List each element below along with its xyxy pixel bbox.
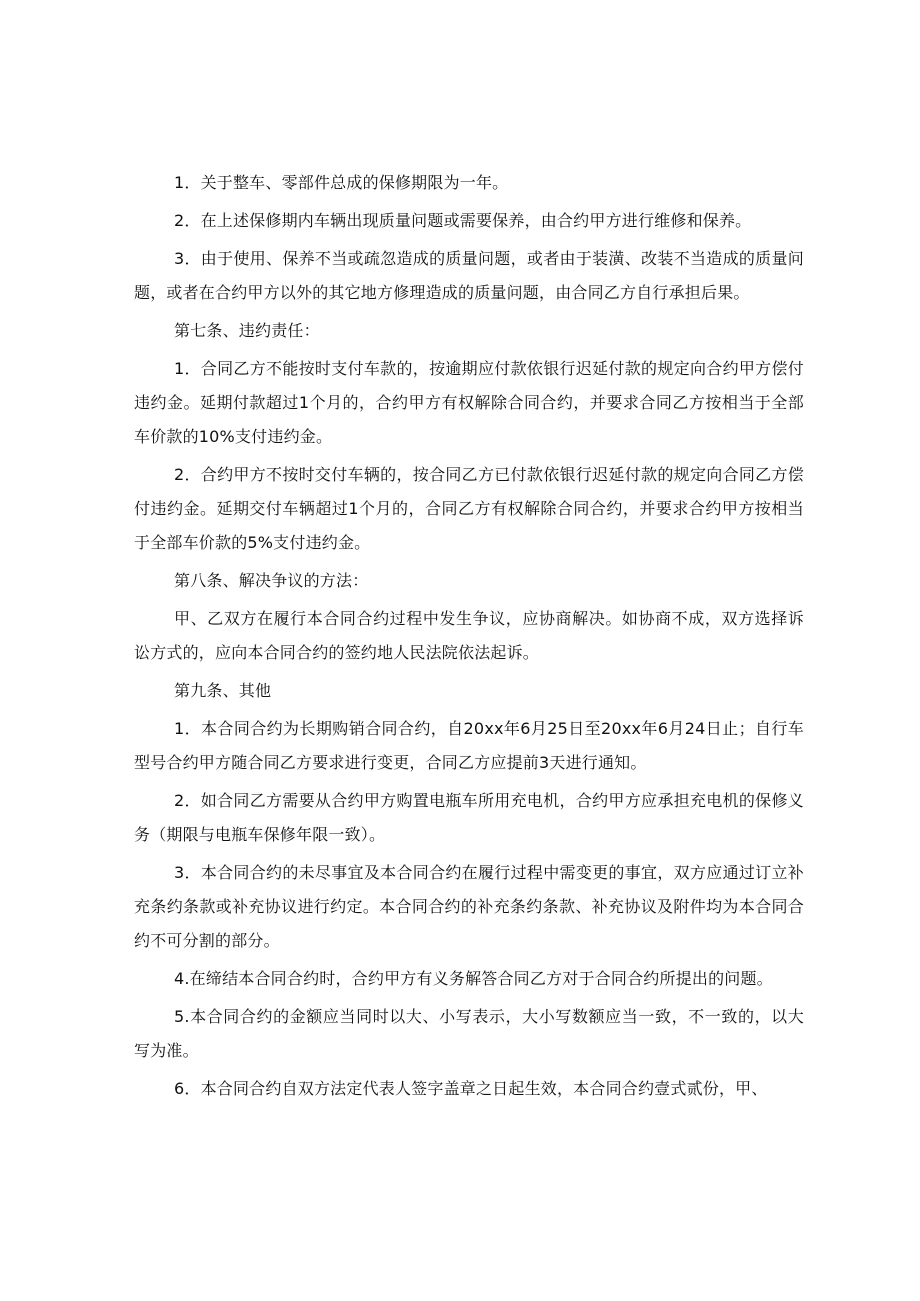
other-clause-3: 3．本合同合约的未尽事宜及本合同合约在履行过程中需变更的事宜，双方应通过订立补充条约条款或补充协议进行约定。本合同合约的补充条约条款、补充协议及附件均为本合同合约不可分割的部分。 (134, 863, 804, 950)
warranty-clause-3: 3．由于使用、保养不当或疏忽造成的质量问题，或者由于装潢、改装不当造成的质量问题，或者在合约甲方以外的其它地方修理造成的质量问题，由合同乙方自行承担后果。 (134, 249, 804, 302)
article-7-heading: 第七条、违约责任： (174, 321, 320, 340)
other-clause-1: 1．本合同合约为长期购销合同合约，自20xx年6月25日至20xx年6月24日止；自行车型号合约甲方随合同乙方要求进行变更，合同乙方应提前3天进行通知。 (134, 719, 804, 772)
other-clause-6: 6．本合同合约自双方法定代表人签字盖章之日起生效，本合同合约壹式贰份，甲、 (174, 1079, 768, 1098)
article-8-heading: 第八条、解决争议的方法： (174, 571, 369, 590)
warranty-clause-1: 1．关于整车、零部件总成的保修期限为一年。 (174, 173, 509, 192)
liability-clause-2: 2．合约甲方不按时交付车辆的，按合同乙方已付款依银行迟延付款的规定向合同乙方偿付违约金。延期交付车辆超过1个月的，合同乙方有权解除合同合约，并要求合约甲方按相当于全部车价款的5%支付违约金。 (134, 465, 804, 552)
other-clause-5: 5.本合同合约的金额应当同时以大、小写表示，大小写数额应当一致，不一致的，以大写为准。 (134, 1007, 804, 1060)
document-body (134, 166, 804, 1106)
other-clause-2: 2．如合同乙方需要从合约甲方购置电瓶车所用充电机，合约甲方应承担充电机的保修义务（期限与电瓶车保修年限一致）。 (134, 791, 804, 844)
liability-clause-1: 1．合同乙方不能按时支付车款的，按逾期应付款依银行迟延付款的规定向合约甲方偿付违约金。延期付款超过1个月的，合约甲方有权解除合同合约，并要求合同乙方按相当于全部车价款的10%支付违约金。 (134, 359, 804, 446)
warranty-clause-2: 2．在上述保修期内车辆出现质量问题或需要保养，由合约甲方进行维修和保养。 (174, 211, 752, 230)
article-9-heading: 第九条、其他 (174, 681, 272, 700)
other-clause-4: 4.在缔结本合同合约时，合约甲方有义务解答合同乙方对于合同合约所提出的问题。 (174, 969, 773, 988)
dispute-resolution-text: 甲、乙双方在履行本合同合约过程中发生争议，应协商解决。如协商不成，双方选择诉讼方式的，应向本合同合约的签约地人民法院依法起诉。 (134, 609, 804, 662)
